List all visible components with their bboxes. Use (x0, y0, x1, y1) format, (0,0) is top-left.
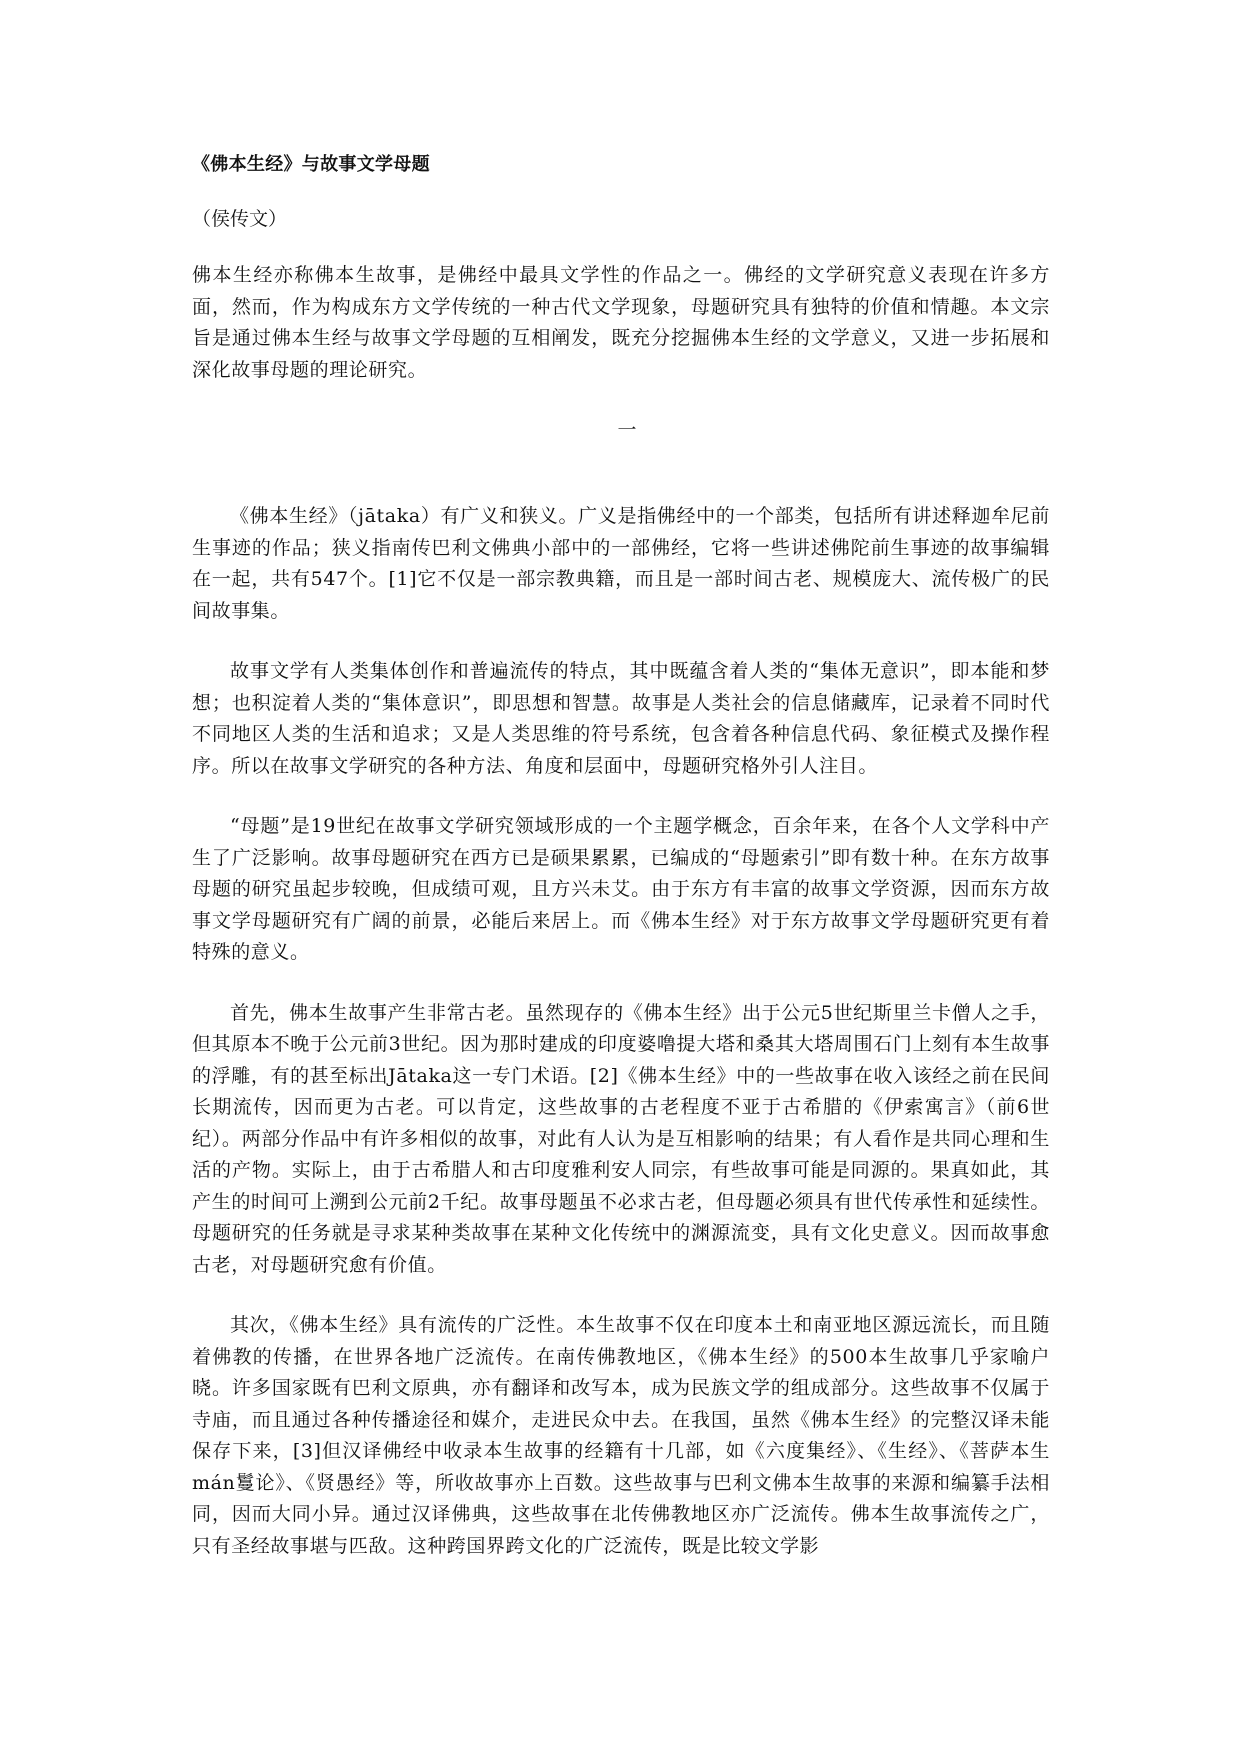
document-page (192, 150, 1050, 1591)
section-number: 一 (617, 419, 637, 441)
body-paragraph-5: 其次，《佛本生经》具有流传的广泛性。本生故事不仅在印度本土和南亚地区源远流长，而且随着佛教的传播，在世界各地广泛流传。在南传佛教地区，《佛本生经》的500本生故事几乎家喻户晓。许多国家既有巴利文原典，亦有翻译和改写本，成为民族文学的组成部分。这些故事不仅属于寺庙，而且通过各种传播途径和媒介，走进民众中去。在我国，虽然《佛本生经》的完整汉译未能保存下来，[3]但汉译佛经中收录本生故事的经籍有十几部，如《六度集经》、《生经》、《菩萨本生mán鬘论》、《贤愚经》等，所收故事亦上百数。这些故事与巴利文佛本生故事的来源和编纂手法相同，因而大同小异。通过汉译佛典，这些故事在北传佛教地区亦广泛流传。佛本生故事流传之广，只有圣经故事堪与匹敌。这种跨国界跨文化的广泛流传，既是比较文学影 (192, 1314, 1050, 1557)
body-paragraph-1: 《佛本生经》（jātaka）有广义和狭义。广义是指佛经中的一个部类，包括所有讲述释迦牟尼前生事迹的作品；狭义指南传巴利文佛典小部中的一部佛经，它将一些讲述佛陀前生事迹的故事编辑在一起，共有547个。[1]它不仅是一部宗教典籍，而且是一部时间古老、规模庞大、流传极广的民间故事集。 (192, 505, 1050, 622)
body-paragraph-4: 首先，佛本生故事产生非常古老。虽然现存的《佛本生经》出于公元5世纪斯里兰卡僧人之手，但其原本不晚于公元前3世纪。因为那时建成的印度婆噜提大塔和桑其大塔周围石门上刻有本生故事的浮雕，有的甚至标出Jātaka这一专门术语。[2]《佛本生经》中的一些故事在收入该经之前在民间长期流传，因而更为古老。可以肯定，这些故事的古老程度不亚于古希腊的《伊索寓言》（前6世纪）。两部分作品中有许多相似的故事，对此有人认为是互相影响的结果；有人看作是共同心理和生活的产物。实际上，由于古希腊人和古印度雅利安人同宗，有些故事可能是同源的。果真如此，其产生的时间可上溯到公元前2千纪。故事母题虽不必求古老，但母题必须具有世代传承性和延续性。母题研究的任务就是寻求某种类故事在某种文化传统中的渊源流变，具有文化史意义。因而故事愈古老，对母题研究愈有价值。 (192, 1001, 1050, 1276)
intro-paragraph: 佛本生经亦称佛本生故事，是佛经中最具文学性的作品之一。佛经的文学研究意义表现在许多方面，然而，作为构成东方文学传统的一种古代文学现象，母题研究具有独特的价值和情趣。本文宗旨是通过佛本生经与故事文学母题的互相阐发，既充分挖掘佛本生经的文学意义，又进一步拓展和深化故事母题的理论研究。 (192, 264, 1050, 381)
document-title: 《佛本生经》与故事文学母题 (192, 154, 430, 175)
body-paragraph-3: “母题”是19世纪在故事文学研究领域形成的一个主题学概念，百余年来，在各个人文学科中产生了广泛影响。故事母题研究在西方已是硕果累累，已编成的“母题索引”即有数十种。在东方故事母题的研究虽起步较晚，但成绩可观，且方兴未艾。由于东方有丰富的故事文学资源，因而东方故事文学母题研究有广阔的前景，必能后来居上。而《佛本生经》对于东方故事文学母题研究更有着特殊的意义。 (192, 815, 1050, 963)
body-paragraph-2: 故事文学有人类集体创作和普遍流传的特点，其中既蕴含着人类的“集体无意识”，即本能和梦想；也积淀着人类的“集体意识”，即思想和智慧。故事是人类社会的信息储藏库，记录着不同时代不同地区人类的生活和追求；又是人类思维的符号系统，包含着各种信息代码、象征模式及操作程序。所以在故事文学研究的各种方法、角度和层面中，母题研究格外引人注目。 (192, 660, 1050, 777)
document-author: （侯传文） (192, 208, 288, 230)
